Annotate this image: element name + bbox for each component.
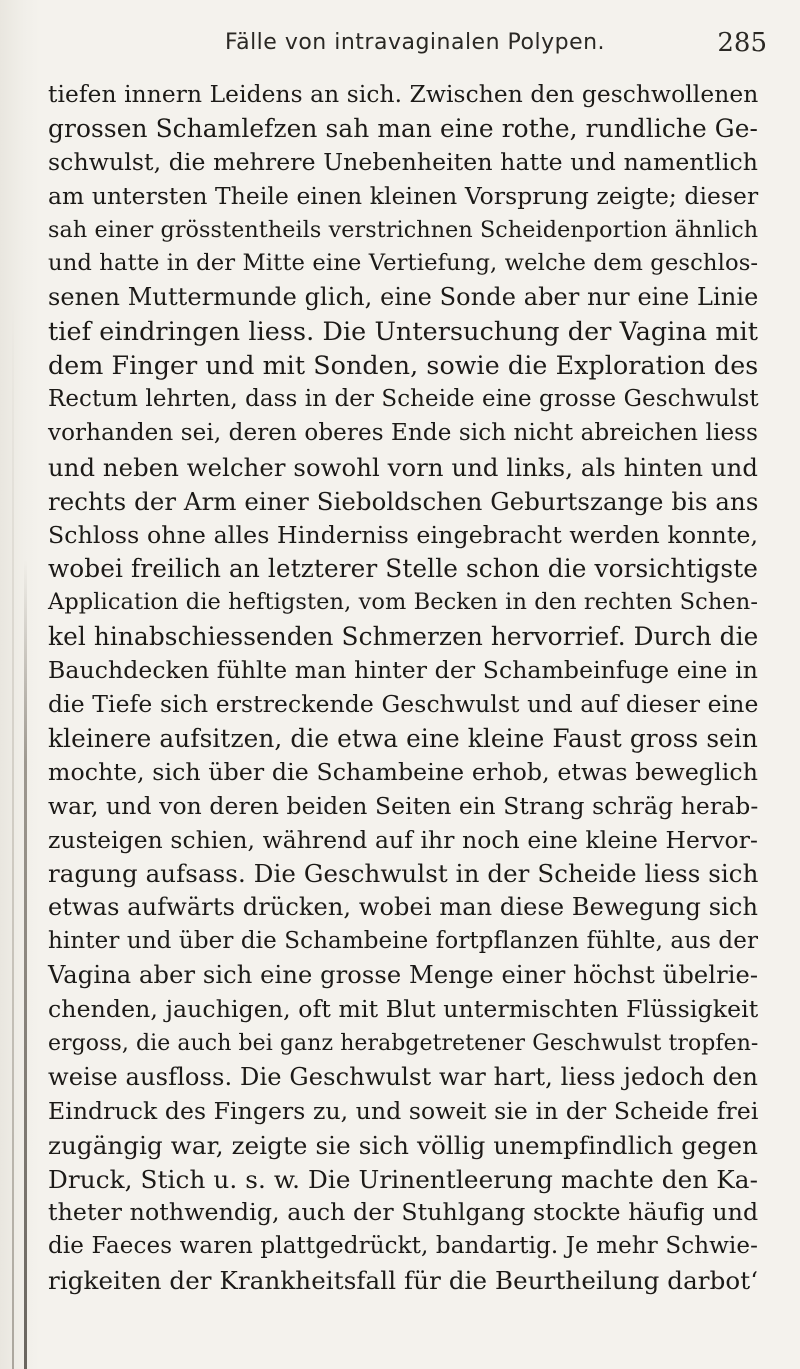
text-line: weise ausfloss. Die Geschwulst war hart, liess jedoch den: [48, 1062, 758, 1091]
text-line: ragung aufsass. Die Geschwulst in der Scheide liess sich: [48, 859, 759, 889]
text-line: Eindruck des Fingers zu, und soweit sie in der Scheide frei: [48, 1096, 759, 1125]
text-line: senen Muttermunde glich, eine Sonde aber nur eine Linie: [48, 283, 759, 312]
page-number: 285: [717, 28, 767, 58]
page-header: [55, 26, 775, 60]
text-line: zugängig war, zeigte sie sich völlig unempfindlich gegen: [48, 1130, 758, 1160]
text-line: chenden, jauchigen, oft mit Blut untermischten Flüssigkeit: [48, 995, 759, 1024]
text-line: etwas aufwärts drücken, wobei man diese Bewegung sich: [48, 893, 758, 922]
text-line: hinter und über die Schambeine fortpflanzen fühlte, aus der: [48, 928, 759, 955]
text-line: rechts der Arm einer Sieboldschen Geburtszange bis ans: [48, 486, 759, 516]
text-line: Bauchdecken fühlte man hinter der Schambeinfuge eine in: [48, 656, 758, 685]
text-line: Application die heftigsten, vom Becken in den rechten Schen-: [48, 589, 759, 616]
text-line: ergoss, die auch bei ganz herabgetretener Geschwulst tropfen-: [48, 1030, 759, 1056]
text-line: tief eindringen liess. Die Untersuchung der Vagina mit: [48, 316, 758, 347]
text-line: kel hinabschiessenden Schmerzen hervorrief. Durch die: [48, 622, 759, 652]
text-line: die Faeces waren plattgedrückt, bandartig. Je mehr Schwie-: [48, 1233, 758, 1260]
text-line: theter nothwendig, auch der Stuhlgang stockte häufig und: [48, 1198, 759, 1227]
text-line: wobei freilich an letzterer Stelle schon die vorsichtigste: [48, 554, 759, 584]
body-text: [48, 78, 758, 1298]
text-line: und neben welcher sowohl vorn und links, als hinten und: [48, 452, 758, 482]
text-line: am untersten Theile einen kleinen Vorsprung zeigte; dieser: [48, 181, 759, 210]
text-line: vorhanden sei, deren oberes Ende sich nicht abreichen liess: [48, 419, 758, 446]
binding-gutter: [0, 0, 40, 1369]
text-line: Vagina aber sich eine grosse Menge einer höchst übelrie-: [48, 961, 759, 990]
text-line: grossen Schamlefzen sah man eine rothe, rundliche Ge-: [48, 113, 758, 143]
text-line: tiefen innern Leidens an sich. Zwischen den geschwollenen: [48, 81, 759, 108]
running-head: Fälle von intravaginalen Polypen.: [224, 30, 606, 55]
text-line: war, und von deren beiden Seiten ein Strang schräg herab-: [48, 791, 759, 820]
text-line: rigkeiten der Krankheitsfall für die Beurtheilung darbot‘: [48, 1266, 759, 1296]
text-line: die Tiefe sich erstreckende Geschwulst und auf dieser eine: [48, 690, 759, 719]
text-line: Schloss ohne alles Hinderniss eingebracht werden konnte,: [48, 520, 759, 549]
text-line: Rectum lehrten, dass in der Scheide eine grosse Geschwulst: [48, 386, 759, 413]
text-line: sah einer grösstentheils verstrichnen Scheidenportion ähnlich: [48, 216, 759, 243]
text-line: schwulst, die mehrere Unebenheiten hatte und namentlich: [48, 147, 758, 176]
text-line: Druck, Stich u. s. w. Die Urinentleerung machte den Ka-: [48, 1164, 758, 1194]
text-line: mochte, sich über die Schambeine erhob, etwas beweglich: [48, 757, 758, 786]
text-line: kleinere aufsitzen, die etwa eine kleine Faust gross sein: [48, 723, 758, 753]
text-line: zusteigen schien, während auf ihr noch eine kleine Hervor-: [48, 825, 758, 854]
binding-shadow-outer: [12, 300, 14, 1369]
text-line: dem Finger und mit Sonden, sowie die Exploration des: [48, 351, 759, 381]
text-line: und hatte in der Mitte eine Vertiefung, welche dem geschlos-: [48, 250, 759, 277]
binding-shadow-inner: [24, 560, 27, 1369]
